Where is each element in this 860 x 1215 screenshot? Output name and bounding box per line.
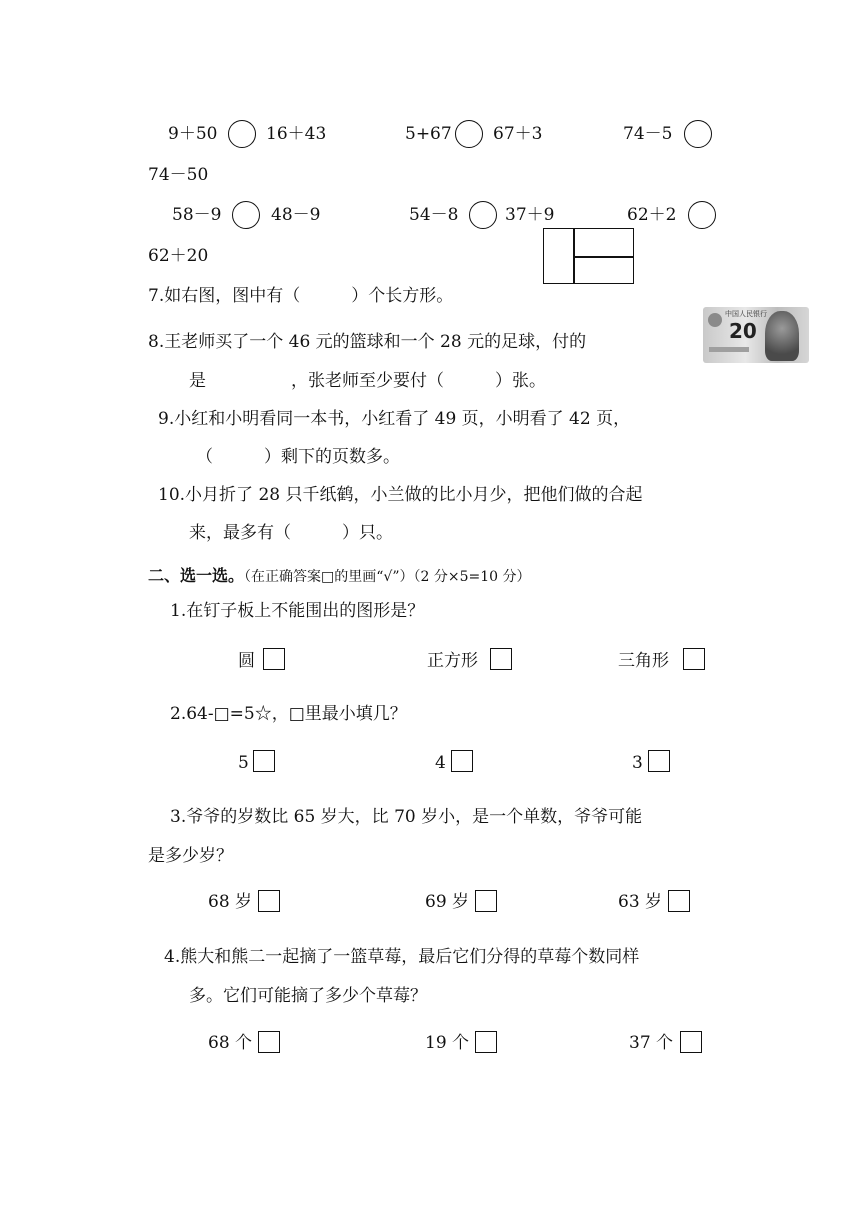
answer-checkbox[interactable] xyxy=(490,648,512,670)
choice-question-2: 2.64-□=5☆，□里最小填几？ xyxy=(170,704,407,724)
choice-question-1: 1.在钉子板上不能围出的图形是？ xyxy=(170,601,425,621)
answer-checkbox[interactable] xyxy=(475,1031,497,1053)
option-label: 3 xyxy=(632,753,643,773)
expr: 5+67 xyxy=(405,124,452,144)
section-title: 二、选一选。 xyxy=(148,566,245,585)
answer-checkbox[interactable] xyxy=(648,750,670,772)
expr: 16＋43 xyxy=(266,124,327,144)
answer-circle[interactable] xyxy=(684,120,712,148)
option-label: 19 个 xyxy=(425,1033,470,1053)
expr: 74－50 xyxy=(148,165,209,185)
answer-circle[interactable] xyxy=(232,201,260,229)
option-label: 圆 xyxy=(238,651,255,671)
banknote-value: 20 xyxy=(729,319,757,343)
expr: 62＋20 xyxy=(148,246,209,266)
answer-circle[interactable] xyxy=(455,120,483,148)
question-9-line1: 9.小红和小明看同一本书，小红看了 49 页，小明看了 42 页， xyxy=(158,409,631,429)
question-8-line1: 8.王老师买了一个 46 元的篮球和一个 28 元的足球，付的 xyxy=(148,332,587,352)
banknote-header: 中国人民银行 xyxy=(725,310,767,318)
option-label: 69 岁 xyxy=(425,892,470,912)
option-label: 4 xyxy=(435,753,446,773)
section-instruction: （在正确答案□的里画“√”）（2 分×5=10 分） xyxy=(244,569,531,585)
question-7: 7.如右图，图中有（ ）个长方形。 xyxy=(148,286,454,306)
expr: 54－8 xyxy=(409,205,459,225)
choice-question-3-line1: 3.爷爷的岁数比 65 岁大，比 70 岁小，是一个单数，爷爷可能 xyxy=(170,807,643,827)
expr: 67＋3 xyxy=(493,124,543,144)
figure-horizontal-line xyxy=(573,256,634,258)
expr: 9＋50 xyxy=(168,124,218,144)
answer-circle[interactable] xyxy=(469,201,497,229)
answer-checkbox[interactable] xyxy=(258,890,280,912)
emblem-icon xyxy=(708,313,722,327)
banknote-20-image xyxy=(703,307,809,363)
answer-checkbox[interactable] xyxy=(668,890,690,912)
choice-question-4-line1: 4.熊大和熊二一起摘了一篮草莓，最后它们分得的草莓个数同样 xyxy=(164,947,640,967)
choice-question-4-line2: 多。它们可能摘了多少个草莓？ xyxy=(189,986,427,1006)
answer-checkbox[interactable] xyxy=(451,750,473,772)
expr: 37＋9 xyxy=(505,205,555,225)
option-label: 5 xyxy=(238,753,249,773)
expr: 48－9 xyxy=(271,205,321,225)
answer-circle[interactable] xyxy=(228,120,256,148)
choice-question-3-line2: 是多少岁？ xyxy=(148,846,233,866)
question-8-line2: 是 ，张老师至少要付（ ）张。 xyxy=(189,371,546,391)
question-10-line1: 10.小月折了 28 只千纸鹤，小兰做的比小月少，把他们做的合起 xyxy=(158,485,643,505)
option-label: 正方形 xyxy=(427,651,478,671)
answer-circle[interactable] xyxy=(688,201,716,229)
option-label: 37 个 xyxy=(629,1033,674,1053)
option-label: 68 岁 xyxy=(208,892,253,912)
option-label: 三角形 xyxy=(618,651,669,671)
portrait-icon xyxy=(765,311,799,361)
serial-mark-icon xyxy=(709,347,749,352)
answer-checkbox[interactable] xyxy=(263,648,285,670)
question-9-line2: （ ）剩下的页数多。 xyxy=(196,447,400,467)
answer-checkbox[interactable] xyxy=(475,890,497,912)
option-label: 68 个 xyxy=(208,1033,253,1053)
answer-checkbox[interactable] xyxy=(683,648,705,670)
section-2-heading xyxy=(148,563,530,586)
answer-checkbox[interactable] xyxy=(258,1031,280,1053)
question-10-line2: 来，最多有（ ）只。 xyxy=(189,523,393,543)
answer-checkbox[interactable] xyxy=(680,1031,702,1053)
expr: 58－9 xyxy=(172,205,222,225)
expr: 74－5 xyxy=(623,124,673,144)
expr: 62＋2 xyxy=(627,205,677,225)
answer-checkbox[interactable] xyxy=(253,750,275,772)
option-label: 63 岁 xyxy=(618,892,663,912)
